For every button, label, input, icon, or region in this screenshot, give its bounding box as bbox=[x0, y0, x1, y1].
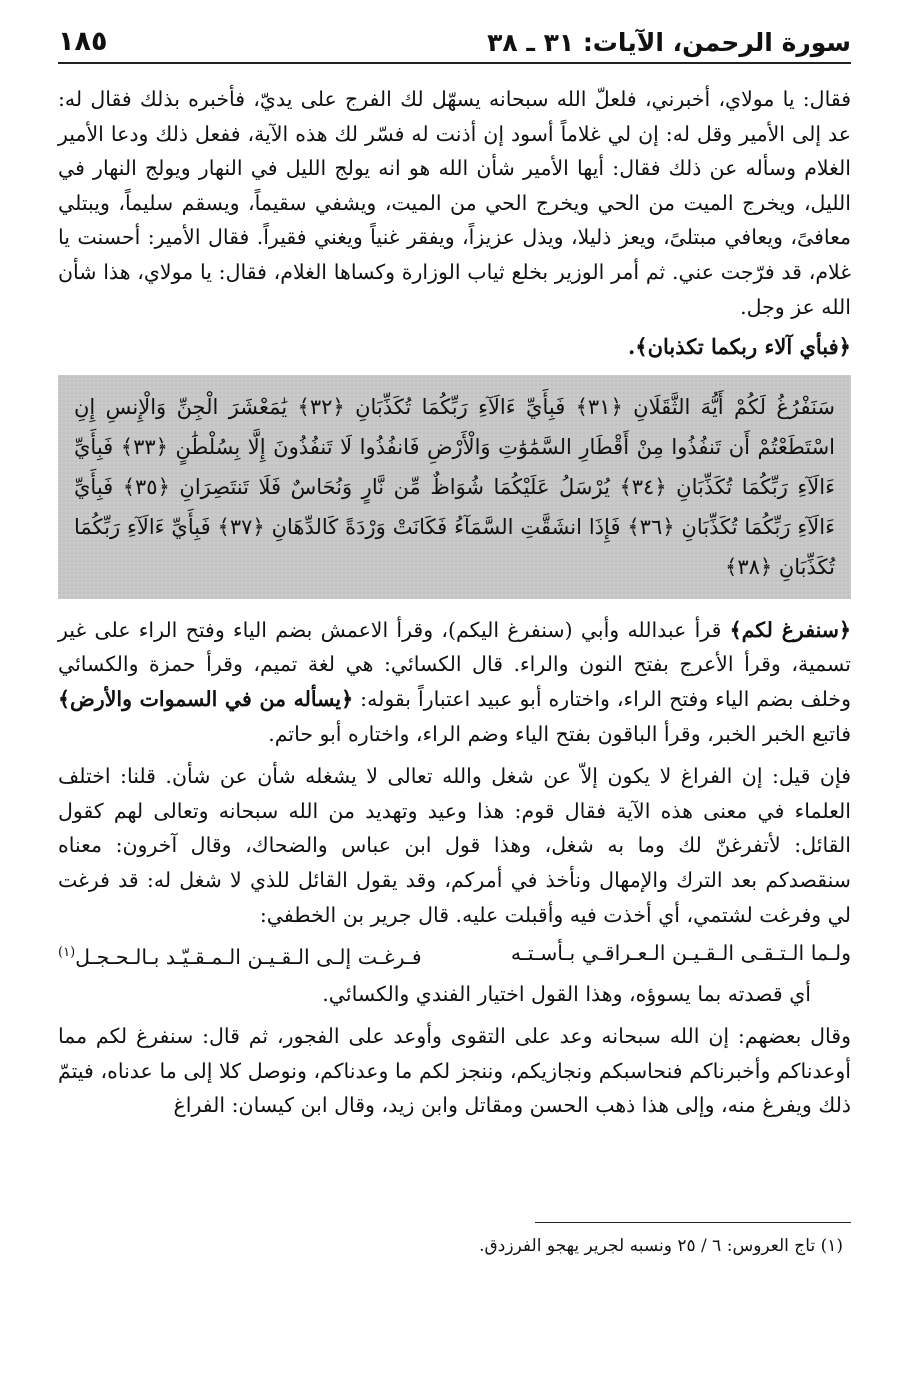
quran-verses-box: سَنَفْرُغُ لَكُمْ أَيُّهَ الثَّقَلَانِ ﴿٣١﴾ فَبِأَيِّ ءَالَآءِ رَبِّكُمَا تُكَذِّبَانِ ﴿٣٢﴾ يَٰمَعْشَرَ الْجِنِّ وَالْإِنسِ إِنِ اسْتَطَعْتُمْ أَن تَنفُذُوا مِنْ أَقْطَارِ السَّمَٰوَٰتِ وَالْأَرْضِ فَانفُذُوا لَا تَنفُذُونَ إِلَّا بِسُلْطَٰنٍ ﴿٣٣﴾ فَبِأَيِّ ءَالَآءِ رَبِّكُمَا تُكَذِّبَانِ ﴿٣٤﴾ يُرْسَلُ عَلَيْكُمَا شُوَاظٌ مِّن نَّارٍ وَنُحَاسٌ فَلَا تَنتَصِرَانِ ﴿٣٥﴾ فَبِأَيِّ ءَالَآءِ رَبِّكُمَا تُكَذِّبَانِ ﴿٣٦﴾ فَإِذَا انشَقَّتِ السَّمَآءُ فَكَانَتْ وَرْدَةً كَالدِّهَانِ ﴿٣٧﴾ فَبِأَيِّ ءَالَآءِ رَبِّكُمَا تُكَذِّبَانِ ﴿٣٨﴾ bbox=[58, 375, 851, 599]
chapter-title: سورة الرحمن، الآيات: ٣١ ـ ٣٨ bbox=[487, 28, 851, 57]
footnote: (١) تاج العروس: ٦ / ٢٥ ونسبه لجرير يهجو الفرزدق. bbox=[479, 1236, 843, 1256]
bold-quote: ﴿سنفرغ لكم﴾ bbox=[729, 617, 851, 642]
page-number: ١٨٥ bbox=[58, 26, 108, 57]
footnote-marker: (١) bbox=[58, 945, 76, 961]
running-header bbox=[58, 22, 851, 64]
paragraph bbox=[58, 613, 851, 751]
paragraph: فإن قيل: إن الفراغ لا يكون إلاّ عن شغل والله تعالى لا يشغله شأن عن شأن. قلنا: اختلف العلماء في معنى هذه الآية فقال قوم: هذا وعيد وتهديد من الله سبحانه وتعالى لهم كقول القائل: لأتفرغنّ لك وما به شغل، وهذا قول ابن عباس والضحاك، وقال آخرون: معناه سنقصدكم بعد الترك والإمهال ونأخذ في أمركم، وقد يقول القائل للذي لا شغل له: قد فرغت لي وفرغت لشتمي، أي أخذت فيه وأقبلت عليه. قال جرير بن الخطفي: bbox=[58, 764, 851, 927]
body-text bbox=[58, 82, 851, 1123]
paragraph: فقال: يا مولاي، أخبرني، فلعلّ الله سبحانه يسهّل لك الفرج على يديّ، فأخبره بذلك فقال له: عد إلى الأمير وقل له: إن لي غلاماً أسود إن أذنت له فسّر لك هذه الآية، ففعل ذلك ودعا الأمير الغلام وسأله عن ذلك فقال: أيها الأمير شأن الله هو انه يولج الليل في النهار ويولج النهار في الليل، ويخرج الميت من الحي ويخرج الحي من الميت، ويشفي سقيماً، ويسقم سليماً، ويبتلي معافىً، ويعافي مبتلىً، ويعز ذليلا، ويذل عزيزاً، ويفقر غنياً ويغني فقيراً. فقال الأمير: أحسنت يا غلام، قد فرّجت عني. ثم أمر الوزير بخلع ثياب الوزارة وكساها الغلام، فقال: يا مولاي، هذا شأن الله عز وجل. bbox=[58, 87, 851, 319]
poem-verse bbox=[58, 936, 851, 974]
bold-quote: ﴿يسأله من في السموات والأرض﴾ bbox=[58, 686, 354, 711]
poem-hemistich-left: فـرغـت إلـى الـقـيـن الـمـقـيّـد بـالـحـجـل$^{(١)}$ bbox=[58, 944, 422, 969]
verse-heading: ﴿فبأي آلاء ربكما تكذبان﴾. bbox=[627, 334, 851, 360]
footnote-divider bbox=[535, 1222, 851, 1223]
paragraph: وقال بعضهم: إن الله سبحانه وعد على التقوى وأوعد على الفجور، ثم قال: سنفرغ لكم مما أوعدناكم وأخبرناكم فنحاسبكم ونجازيكم، وننجز لكم ما وعدناكم، ونوصل كلا إلى ما عدناه، فيتمّ ذلك ويفرغ منه، وإلى هذا ذهب الحسن ومقاتل وابن زيد، وقال ابن كيسان: الفراغ bbox=[58, 1024, 851, 1118]
text-run: قرأ عبدالله وأبي (سنفرغ اليكم)، وقرأ الاعمش بضم الياء وفتح الراء على غير تسمية، وقرأ الأعرج بفتح النون والراء. قال الكسائي: هي لغة تميم، وقرأ حمزة والكسائي وخلف بضم الياء وفتح الراء، واختاره أبو عبيد اعتباراً بقوله: bbox=[58, 617, 851, 711]
paragraph: أي قصدته بما يسوؤه، وهذا القول اختيار الفندي والكسائي. bbox=[322, 981, 811, 1006]
poem-hemistich-right: ولـما الـتـقـى الـقـيـن الـعـراقـي بـأسـتـه bbox=[510, 941, 851, 966]
text-run: فاتبع الخبر الخبر، وقرأ الباقون بفتح الياء وضم الراء، واختاره أبو حاتم. bbox=[268, 721, 851, 746]
